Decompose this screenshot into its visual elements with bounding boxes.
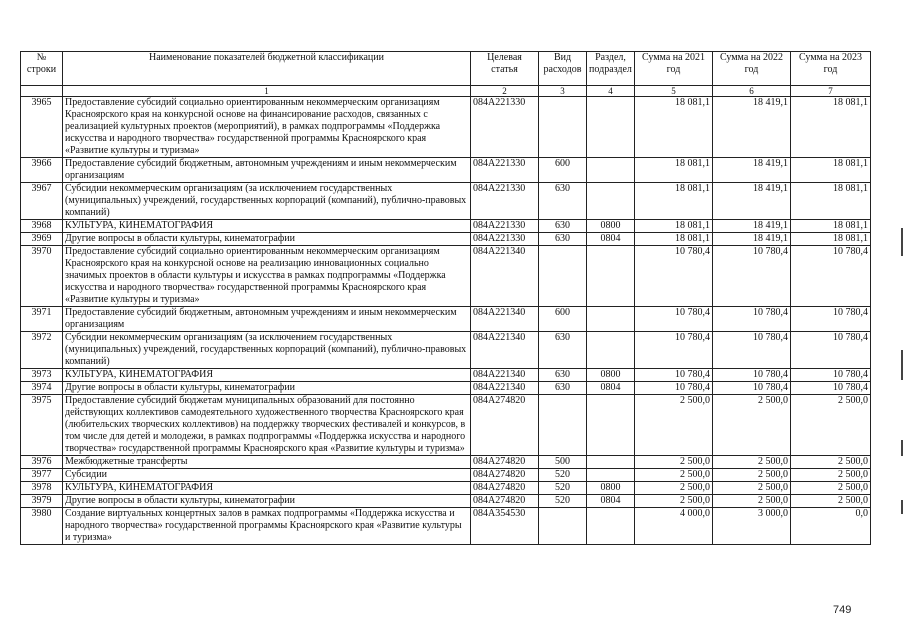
column-number: 5 <box>635 86 713 97</box>
header-row <box>21 52 871 86</box>
amount-2021: 18 081,1 <box>635 220 713 233</box>
target-article: 084A354530 <box>471 508 539 545</box>
row-number: 3977 <box>21 469 63 482</box>
target-article: 084A274820 <box>471 395 539 456</box>
indicator-name: Субсидии некоммерческим организациям (за исключением государственных (муниципальных) учреждений, государственных корпораций (компаний), публично-правовых компаний) <box>63 183 471 220</box>
expense-type: 630 <box>539 233 587 246</box>
amount-2021: 18 081,1 <box>635 233 713 246</box>
section-code <box>587 158 635 183</box>
indicator-name: КУЛЬТУРА, КИНЕМАТОГРАФИЯ <box>63 220 471 233</box>
amount-2021: 2 500,0 <box>635 395 713 456</box>
expense-type <box>539 508 587 545</box>
row-number: 3966 <box>21 158 63 183</box>
section-code <box>587 332 635 369</box>
indicator-name: Другие вопросы в области культуры, кинематографии <box>63 233 471 246</box>
section-code <box>587 183 635 220</box>
amount-2023: 18 081,1 <box>791 158 871 183</box>
row-number: 3969 <box>21 233 63 246</box>
header-target: Целевая статья <box>471 52 539 86</box>
indicator-name: Предоставление субсидий бюджетным, автономным учреждениям и иным некоммерческим организациям <box>63 307 471 332</box>
column-number: 1 <box>63 86 471 97</box>
column-number-row <box>21 86 871 97</box>
amount-2023: 18 081,1 <box>791 233 871 246</box>
amount-2021: 10 780,4 <box>635 307 713 332</box>
target-article: 084A274820 <box>471 495 539 508</box>
table-row <box>21 233 871 246</box>
target-article: 084A221330 <box>471 183 539 220</box>
amount-2023: 18 081,1 <box>791 97 871 158</box>
indicator-name: КУЛЬТУРА, КИНЕМАТОГРАФИЯ <box>63 369 471 382</box>
expense-type: 630 <box>539 220 587 233</box>
section-code: 0804 <box>587 233 635 246</box>
row-number: 3975 <box>21 395 63 456</box>
amount-2023: 2 500,0 <box>791 482 871 495</box>
indicator-name: Межбюджетные трансферты <box>63 456 471 469</box>
table-row <box>21 332 871 369</box>
amount-2023: 10 780,4 <box>791 332 871 369</box>
amount-2022: 10 780,4 <box>713 382 791 395</box>
section-code: 0800 <box>587 220 635 233</box>
row-number: 3978 <box>21 482 63 495</box>
indicator-name: Другие вопросы в области культуры, кинематографии <box>63 495 471 508</box>
indicator-name: КУЛЬТУРА, КИНЕМАТОГРАФИЯ <box>63 482 471 495</box>
row-number: 3971 <box>21 307 63 332</box>
amount-2023: 10 780,4 <box>791 382 871 395</box>
table-row <box>21 508 871 545</box>
amount-2022: 18 419,1 <box>713 233 791 246</box>
column-number: 2 <box>471 86 539 97</box>
scan-edge-mark <box>901 228 903 256</box>
row-number: 3980 <box>21 508 63 545</box>
indicator-name: Предоставление субсидий бюджетным, автономным учреждениям и иным некоммерческим организациям <box>63 158 471 183</box>
target-article: 084A221340 <box>471 369 539 382</box>
amount-2023: 2 500,0 <box>791 395 871 456</box>
expense-type <box>539 246 587 307</box>
section-code: 0800 <box>587 482 635 495</box>
amount-2022: 10 780,4 <box>713 246 791 307</box>
expense-type <box>539 395 587 456</box>
expense-type: 520 <box>539 482 587 495</box>
header-name: Наименование показателей бюджетной классификации <box>63 52 471 86</box>
indicator-name: Предоставление субсидий социально ориентированным некоммерческим организациям Красноярского края на конкурсной основе на финансирование расходов, связанных с реализацией культурных проектов (мероприятий), в рамках подпрограммы «Поддержка искусства и народного творчества» государственной программы Красноярского края «Развитие культуры и туризма» <box>63 97 471 158</box>
table-row <box>21 183 871 220</box>
row-number: 3976 <box>21 456 63 469</box>
header-sum-2022: Сумма на 2022 год <box>713 52 791 86</box>
expense-type: 630 <box>539 382 587 395</box>
table-row <box>21 456 871 469</box>
section-code <box>587 469 635 482</box>
amount-2023: 10 780,4 <box>791 246 871 307</box>
expense-type: 630 <box>539 332 587 369</box>
target-article: 084A274820 <box>471 469 539 482</box>
amount-2021: 18 081,1 <box>635 97 713 158</box>
amount-2021: 10 780,4 <box>635 332 713 369</box>
expense-type: 600 <box>539 158 587 183</box>
target-article: 084A221330 <box>471 97 539 158</box>
amount-2021: 2 500,0 <box>635 469 713 482</box>
table-row <box>21 246 871 307</box>
amount-2022: 10 780,4 <box>713 332 791 369</box>
amount-2022: 18 419,1 <box>713 183 791 220</box>
scan-edge-mark <box>901 440 903 456</box>
amount-2022: 3 000,0 <box>713 508 791 545</box>
column-number: 6 <box>713 86 791 97</box>
table-row <box>21 469 871 482</box>
row-number: 3973 <box>21 369 63 382</box>
header-sum-2021: Сумма на 2021 год <box>635 52 713 86</box>
indicator-name: Субсидии некоммерческим организациям (за исключением государственных (муниципальных) учреждений, государственных корпораций (компаний), публично-правовых компаний) <box>63 332 471 369</box>
section-code <box>587 508 635 545</box>
amount-2022: 10 780,4 <box>713 369 791 382</box>
amount-2021: 2 500,0 <box>635 495 713 508</box>
amount-2022: 2 500,0 <box>713 495 791 508</box>
amount-2022: 2 500,0 <box>713 482 791 495</box>
header-expense-type: Вид расходов <box>539 52 587 86</box>
amount-2023: 18 081,1 <box>791 183 871 220</box>
amount-2023: 2 500,0 <box>791 495 871 508</box>
indicator-name: Субсидии <box>63 469 471 482</box>
expense-type: 520 <box>539 495 587 508</box>
row-number: 3972 <box>21 332 63 369</box>
row-number: 3974 <box>21 382 63 395</box>
table-row <box>21 369 871 382</box>
table-row <box>21 482 871 495</box>
section-code <box>587 395 635 456</box>
expense-type: 600 <box>539 307 587 332</box>
table-row <box>21 382 871 395</box>
header-section: Раздел, подраздел <box>587 52 635 86</box>
target-article: 084A221340 <box>471 246 539 307</box>
amount-2021: 2 500,0 <box>635 482 713 495</box>
amount-2023: 0,0 <box>791 508 871 545</box>
section-code: 0800 <box>587 369 635 382</box>
table-row <box>21 307 871 332</box>
expense-type: 630 <box>539 369 587 382</box>
target-article: 084A221330 <box>471 158 539 183</box>
table-row <box>21 158 871 183</box>
column-number: 4 <box>587 86 635 97</box>
section-code <box>587 97 635 158</box>
target-article: 084A274820 <box>471 482 539 495</box>
table-row <box>21 495 871 508</box>
indicator-name: Другие вопросы в области культуры, кинематографии <box>63 382 471 395</box>
amount-2023: 18 081,1 <box>791 220 871 233</box>
amount-2023: 2 500,0 <box>791 456 871 469</box>
row-number: 3967 <box>21 183 63 220</box>
section-code: 0804 <box>587 382 635 395</box>
target-article: 084A221330 <box>471 233 539 246</box>
table-row <box>21 220 871 233</box>
budget-table <box>20 51 871 545</box>
section-code <box>587 246 635 307</box>
target-article: 084A221340 <box>471 332 539 369</box>
indicator-name: Предоставление субсидий бюджетам муниципальных образований для постоянно действующих коллективов самодеятельного художественного творчества Красноярского края (любительских творческих коллективов) на поддержку творческих фестивалей и конкурсов, в том числе для детей и молодежи, в рамках подпрограммы «Поддержка искусства и народного творчества» государственной программы Красноярского края «Развитие культуры и туризма» <box>63 395 471 456</box>
document-page <box>20 51 871 545</box>
amount-2022: 18 419,1 <box>713 158 791 183</box>
scan-edge-mark <box>901 500 903 514</box>
row-number: 3965 <box>21 97 63 158</box>
expense-type: 500 <box>539 456 587 469</box>
header-sum-2023: Сумма на 2023 год <box>791 52 871 86</box>
amount-2022: 2 500,0 <box>713 469 791 482</box>
indicator-name: Предоставление субсидий социально ориентированным некоммерческим организациям Красноярского края на конкурсной основе на реализацию инновационных социально значимых проектов в области культуры и искусства в рамках подпрограммы «Поддержка искусства и народного творчества» государственной программы Красноярского края «Развитие культуры и туризма» <box>63 246 471 307</box>
amount-2022: 18 419,1 <box>713 220 791 233</box>
expense-type <box>539 97 587 158</box>
amount-2021: 2 500,0 <box>635 456 713 469</box>
scan-edge-mark <box>901 350 903 380</box>
amount-2021: 10 780,4 <box>635 382 713 395</box>
target-article: 084A274820 <box>471 456 539 469</box>
amount-2022: 10 780,4 <box>713 307 791 332</box>
amount-2023: 10 780,4 <box>791 369 871 382</box>
amount-2022: 2 500,0 <box>713 456 791 469</box>
amount-2021: 10 780,4 <box>635 369 713 382</box>
target-article: 084A221340 <box>471 307 539 332</box>
amount-2021: 10 780,4 <box>635 246 713 307</box>
row-number: 3979 <box>21 495 63 508</box>
amount-2023: 10 780,4 <box>791 307 871 332</box>
amount-2021: 18 081,1 <box>635 158 713 183</box>
section-code: 0804 <box>587 495 635 508</box>
amount-2021: 18 081,1 <box>635 183 713 220</box>
amount-2022: 18 419,1 <box>713 97 791 158</box>
table-row <box>21 395 871 456</box>
row-number: 3970 <box>21 246 63 307</box>
amount-2021: 4 000,0 <box>635 508 713 545</box>
section-code <box>587 456 635 469</box>
row-number: 3968 <box>21 220 63 233</box>
expense-type: 630 <box>539 183 587 220</box>
page-number: 749 <box>833 604 852 616</box>
amount-2023: 2 500,0 <box>791 469 871 482</box>
expense-type: 520 <box>539 469 587 482</box>
header-row-no: № строки <box>21 52 63 86</box>
amount-2022: 2 500,0 <box>713 395 791 456</box>
target-article: 084A221340 <box>471 382 539 395</box>
table-row <box>21 97 871 158</box>
indicator-name: Создание виртуальных концертных залов в рамках подпрограммы «Поддержка искусства и народного творчества» государственной программы Красноярского края «Развитие культуры и туризма» <box>63 508 471 545</box>
column-number <box>21 86 63 97</box>
target-article: 084A221330 <box>471 220 539 233</box>
section-code <box>587 307 635 332</box>
column-number: 7 <box>791 86 871 97</box>
column-number: 3 <box>539 86 587 97</box>
